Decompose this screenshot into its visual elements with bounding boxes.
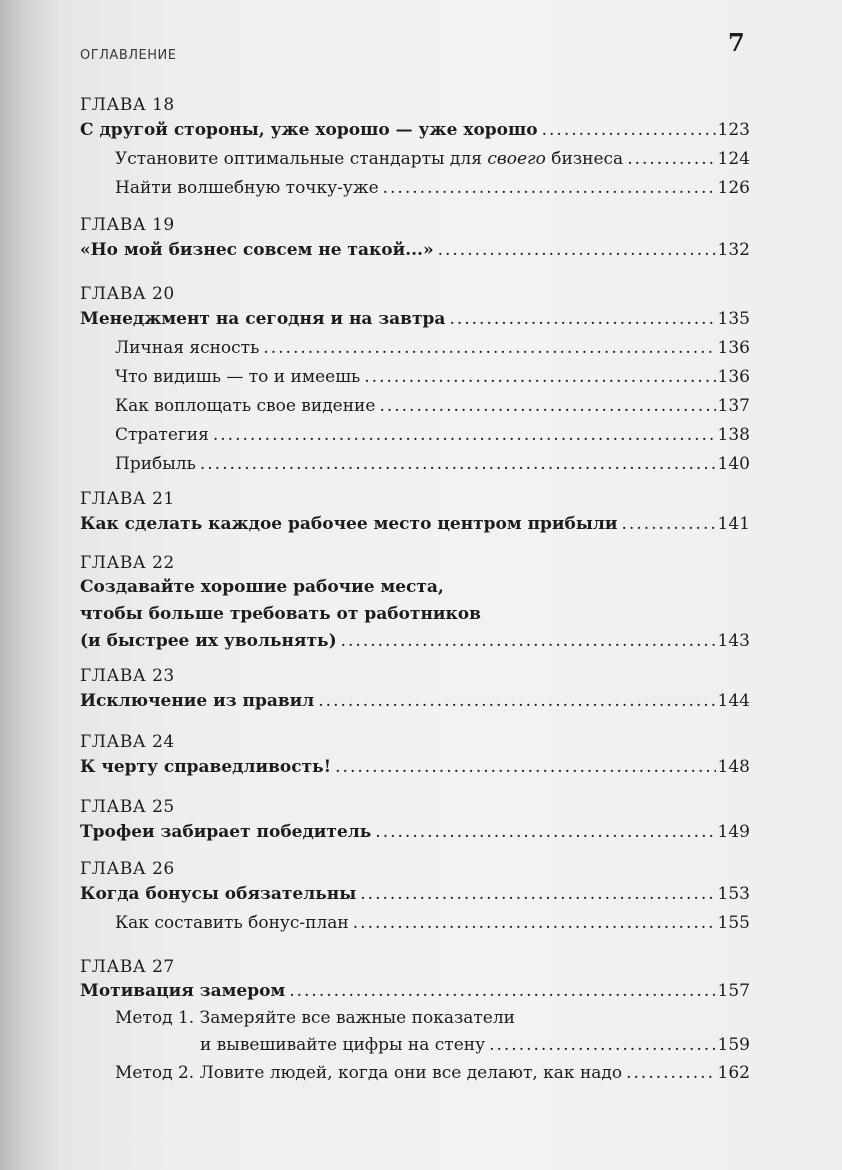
page-ref: 138	[717, 425, 750, 445]
leader-dots	[379, 392, 715, 421]
leader-dots	[360, 880, 715, 909]
chapter-18	[80, 94, 750, 203]
page-ref: 124	[717, 149, 750, 169]
page-ref: 153	[717, 884, 750, 904]
leader-dots	[449, 305, 715, 334]
chapter-23	[80, 665, 750, 716]
chapter-label: ГЛАВА 21	[80, 489, 175, 509]
running-head: ОГЛАВЛЕНИЕ	[80, 48, 177, 63]
toc-entry[interactable]	[80, 116, 750, 145]
toc-subentry[interactable]	[80, 909, 750, 938]
toc-subentry[interactable]	[80, 450, 750, 479]
leader-dots	[489, 1031, 715, 1059]
chapter-title: Трофеи забирает победитель	[80, 822, 372, 842]
toc-subentry[interactable]	[80, 145, 750, 174]
subsection-title: Что видишь — то и имеешь	[115, 367, 361, 387]
page-ref: 126	[717, 178, 750, 198]
page-ref: 148	[717, 757, 750, 777]
subsection-title: Установите оптимальные стандарты для своего бизнеса	[115, 149, 624, 169]
chapter-label: ГЛАВА 24	[80, 732, 175, 752]
page-ref: 157	[717, 981, 750, 1001]
chapter-label: ГЛАВА 22	[80, 553, 175, 573]
chapter-label: ГЛАВА 20	[80, 284, 175, 304]
toc-subentry[interactable]	[80, 1031, 750, 1059]
chapter-title: Когда бонусы обязательны	[80, 884, 357, 904]
leader-dots	[353, 909, 716, 938]
chapter-27	[80, 956, 750, 1088]
chapter-label: ГЛАВА 26	[80, 859, 175, 879]
page-number: 7	[728, 28, 745, 57]
page-ref: 140	[717, 454, 750, 474]
toc-entry[interactable]	[80, 880, 750, 909]
subsection-title: Метод 2. Ловите людей, когда они все делают, как надо	[115, 1063, 623, 1083]
emphasis: своего	[487, 149, 546, 169]
toc-subentry[interactable]	[80, 421, 750, 450]
leader-dots	[213, 421, 716, 450]
chapter-title: Мотивация замером	[80, 981, 286, 1001]
leader-dots	[622, 510, 716, 539]
page-ref: 149	[717, 822, 750, 842]
toc-subentry[interactable]	[80, 363, 750, 392]
leader-dots	[627, 145, 715, 174]
chapter-title: (и быстрее их увольнять)	[80, 631, 337, 651]
page-ref: 141	[717, 514, 750, 534]
toc-subentry[interactable]	[80, 392, 750, 421]
subsection-title: Как воплощать свое видение	[115, 396, 376, 416]
leader-dots	[263, 334, 715, 363]
chapter-20	[80, 283, 750, 479]
chapter-22	[80, 552, 750, 656]
page-ref: 162	[717, 1063, 750, 1083]
chapter-title-line: Создавайте хорошие рабочие места,	[80, 577, 444, 597]
toc-entry[interactable]	[80, 753, 750, 782]
subsection-title: Найти волшебную точку-уже	[115, 178, 379, 198]
subsection-title: Стратегия	[115, 425, 209, 445]
page-ref: 159	[717, 1035, 750, 1055]
subsection-title: Личная ясность	[115, 338, 260, 358]
leader-dots	[438, 236, 716, 265]
chapter-title: Как сделать каждое рабочее место центром прибыли	[80, 514, 618, 534]
chapter-title: К черту справедливость!	[80, 757, 332, 777]
leader-dots	[335, 753, 715, 782]
leader-dots	[318, 687, 715, 716]
chapter-title: Исключение из правил	[80, 691, 315, 711]
toc-subentry[interactable]	[80, 334, 750, 363]
subsection-title: Как составить бонус-план	[115, 913, 349, 933]
chapter-title: С другой стороны, уже хорошо — уже хорошо	[80, 120, 538, 140]
page-ref: 143	[717, 631, 750, 651]
chapter-label: ГЛАВА 25	[80, 797, 175, 817]
chapter-label: ГЛАВА 23	[80, 666, 175, 686]
chapter-24	[80, 731, 750, 782]
chapter-26	[80, 858, 750, 938]
toc-entry[interactable]	[80, 978, 750, 1005]
page-ref: 137	[717, 396, 750, 416]
chapter-label: ГЛАВА 27	[80, 957, 175, 977]
chapter-title-line: чтобы больше требовать от работников	[80, 604, 481, 624]
leader-dots	[200, 450, 716, 479]
page-ref: 123	[717, 120, 750, 140]
chapter-title: «Но мой бизнес совсем не такой...»	[80, 240, 434, 260]
chapter-label: ГЛАВА 19	[80, 215, 175, 235]
leader-dots	[542, 116, 716, 145]
leader-dots	[341, 627, 716, 656]
chapter-21	[80, 488, 750, 539]
subsection-title: Прибыль	[115, 454, 196, 474]
toc-entry[interactable]	[80, 305, 750, 334]
leader-dots	[289, 978, 715, 1005]
page-ref: 135	[717, 309, 750, 329]
toc-subentry[interactable]	[80, 174, 750, 203]
page-ref: 155	[717, 913, 750, 933]
subsection-title: и вывешивайте цифры на стену	[200, 1035, 486, 1055]
leader-dots	[626, 1059, 715, 1088]
chapter-19	[80, 214, 750, 265]
page-ref: 132	[717, 240, 750, 260]
toc-entry[interactable]	[80, 236, 750, 265]
leader-dots	[375, 818, 715, 847]
toc-entry[interactable]	[80, 627, 750, 656]
toc-entry[interactable]	[80, 510, 750, 539]
chapter-25	[80, 796, 750, 847]
chapter-label: ГЛАВА 18	[80, 95, 175, 115]
page-ref: 144	[717, 691, 750, 711]
toc-entry[interactable]	[80, 687, 750, 716]
leader-dots	[383, 174, 716, 203]
page-ref: 136	[717, 338, 750, 358]
leader-dots	[364, 363, 715, 392]
toc-subentry[interactable]	[80, 1059, 750, 1088]
chapter-title: Менеджмент на сегодня и на завтра	[80, 309, 446, 329]
page-ref: 136	[717, 367, 750, 387]
toc-entry[interactable]	[80, 818, 750, 847]
subsection-title-line: Метод 1. Замеряйте все важные показатели	[115, 1008, 515, 1028]
